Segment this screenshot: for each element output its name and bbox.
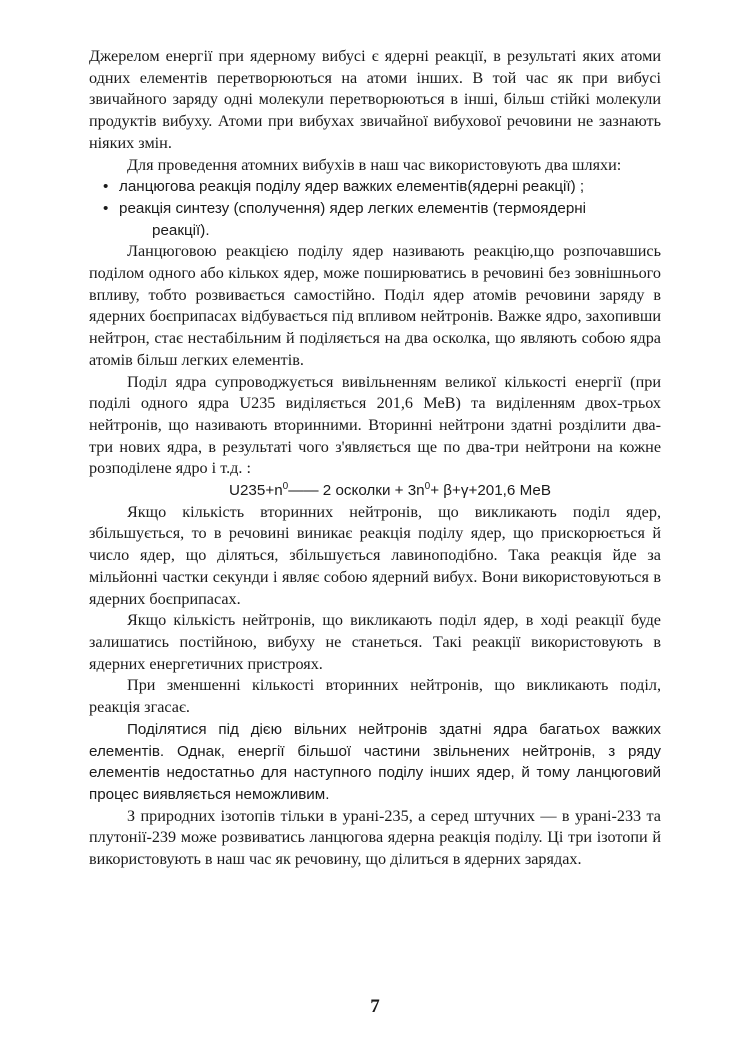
paragraph-fading-reaction: При зменшенні кількості вторинних нейтронів, що викликають поділ, реакція згасає.	[89, 676, 661, 717]
paragraph-isotopes: З природних ізотопів тільки в урані-235, а серед штучних — в урані-233 та плутонії-239 може розвиватись ланцюгова ядерна реакція поділу. Ці три ізотопи й використовують в наш час як речовину, що ділиться в ядерних зарядах.	[89, 806, 661, 869]
list-item	[89, 176, 661, 198]
paragraph-two-ways: Для проведення атомних вибухів в наш час використовують два шляхи:	[127, 155, 622, 174]
paragraph-constant-reaction: Якщо кількість нейтронів, що викликають поділ ядер, в ході реакції буде залишатись постійною, вибуху не станеться. Такі реакції використовують в ядерних енергетичних пристроях.	[89, 611, 661, 673]
list-item-text: реакція синтезу (сполучення) ядер легких елементів (термоядерні	[119, 199, 587, 217]
formula-superscript: 0	[424, 481, 431, 492]
paragraph-explosion: Якщо кількість вторинних нейтронів, що викликають поділ ядер, збільшується, то в речовині виникає реакція поділу ядер, що прискорюється й число ядер, що діляться, збільшується лавиноподібно. Така реакція йде за мільйонні частки секунди і являє собою ядерний вибух. Вони використовуються в ядерних боєприпасах.	[89, 502, 661, 608]
formula-part: + β+γ+201,6 МеВ	[430, 482, 551, 500]
formula-part: U235+n	[229, 482, 283, 500]
paragraph-heavy-elements: Поділятися під дією вільних нейтронів здатні ядра багатьох важких елементів. Однак, енергії більшої частини звільнених нейтронів, з ряду елементів недостатньо для наступного поділу інших ядер, й тому ланцюговий процес виявляється неможливим.	[89, 720, 661, 803]
fission-formula	[89, 480, 661, 502]
bullet-icon: •	[103, 199, 109, 217]
bullet-icon: •	[103, 178, 109, 196]
list-item-continuation: реакції).	[152, 221, 210, 239]
formula-superscript: 0	[282, 481, 289, 492]
formula-part: —— 2 осколки + 3n	[288, 482, 425, 500]
paragraph-energy-source: Джерелом енергії при ядерному вибусі є ядерні реакції, в результаті яких атоми одних елементів перетворюються на атоми інших. В той час як при вибусі звичайного заряду одні молекули перетворюються в інші, більш стійкі молекули продуктів вибуху. Атоми при вибухах звичайної вибухової речовини не зазнають ніяких змін.	[89, 47, 661, 152]
list-item-text: ланцюгова реакція поділу ядер важких елементів(ядерні реакції) ;	[119, 178, 585, 196]
paragraph-fission-energy: Поділ ядра супроводжується вивільненням великої кількості енергії (при поділі одного ядра U235 виділяється 201,6 МеВ) та виділенням двох-трьох нейтронів, що називають вторинними. Вторинні нейтрони здатні розділити два-три нових ядра, в результаті чого з'являється ще по два-три нейтрони на кожне розподілене ядро і т.д. :	[89, 372, 661, 478]
page-body	[89, 46, 661, 871]
page-number: 7	[370, 996, 380, 1017]
paragraph-chain-reaction: Ланцюговою реакцією поділу ядер називають реакцію,що розпочавшись поділом одного або кількох ядер, може поширюватись в речовині без зовнішнього впливу, тобто розвивається самостійно. Поділ ядер атомів речовини заряду в ядерних боєприпасах відбувається під впливом нейтронів. Важке ядро, захопивши нейтрон, стає нестабільним й поділяється на два осколка, що являють собою ядра атомів більш легких елементів.	[89, 242, 661, 369]
ways-list	[89, 176, 661, 241]
list-item	[89, 198, 661, 241]
